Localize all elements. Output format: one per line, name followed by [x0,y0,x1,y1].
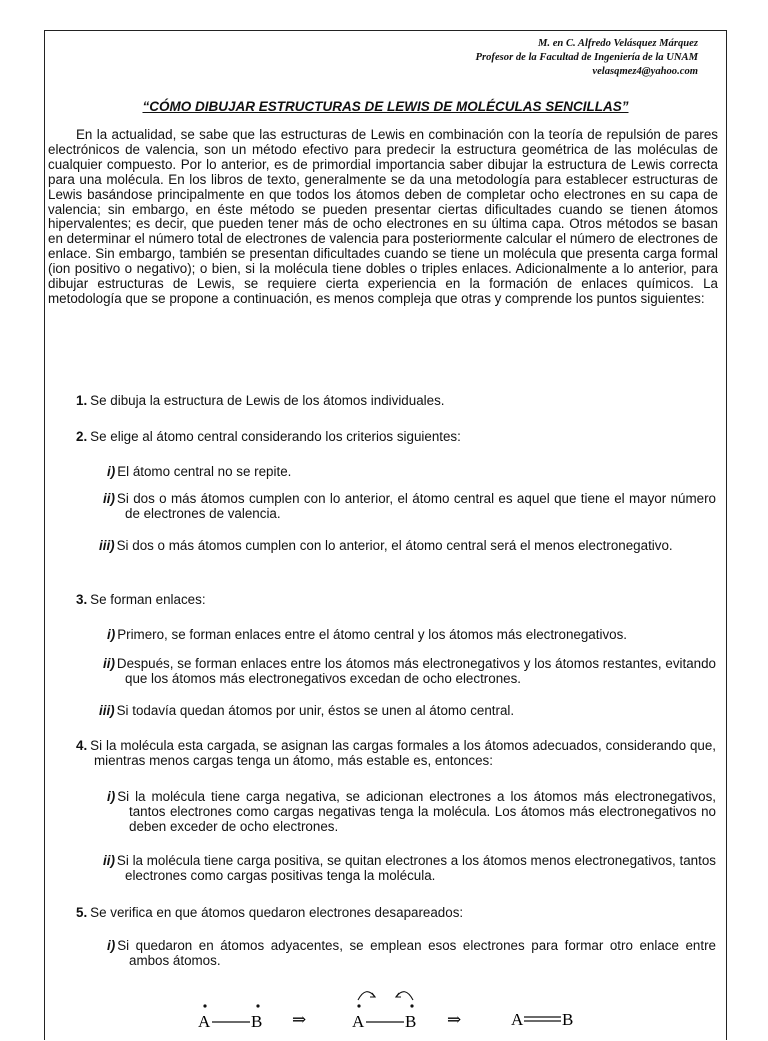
sub-numeral: ii) [103,656,115,671]
sub-numeral: i) [107,464,116,479]
step-3-sub-ii [103,656,716,686]
document-title: “CÓMO DIBUJAR ESTRUCTURAS DE LEWIS DE MOLÉCULAS SENCILLAS” [142,99,629,114]
sub-text: El átomo central no se repite. [117,464,292,479]
step-text: Se dibuja la estructura de Lewis de los átomos individuales. [90,393,445,408]
step-2-sub-ii [103,491,716,521]
step-text: Se forman enlaces: [90,592,206,607]
page-frame [44,30,727,1040]
sub-text: Si dos o más átomos cumplen con lo anterior, el átomo central es aquel que tiene el mayor número de electrones de valencia. [116,491,716,521]
sub-numeral: iii) [99,538,115,553]
atom-a-label: A [352,1012,365,1031]
author-email: velasqmez4@yahoo.com [592,66,698,77]
author-position: Profesor de la Facultad de Ingeniería de la UNAM [475,52,698,63]
step-4-sub-ii [103,853,716,883]
step-4-sub-i [107,789,716,834]
sub-numeral: i) [107,627,116,642]
sub-text: Si todavía quedan átomos por unir, éstos se unen al átomo central. [116,703,515,718]
implies-arrow: ⇒ [292,1010,307,1029]
step-text: Si la molécula esta cargada, se asignan las cargas formales a los átomos adecuados, considerando que, mientras menos cargas tenga un átomo, más estable es, entonces: [90,738,716,768]
step-3-sub-iii [99,703,716,718]
sub-text: Si quedaron en átomos adyacentes, se emplean esos electrones para formar otro enlace entre ambos átomos. [117,938,716,968]
atom-a-label: A [511,1010,524,1029]
sub-text: Si la molécula tiene carga positiva, se quitan electrones a los átomos menos electronegativos, tantos electrones como cargas positivas tenga la molécula. [116,853,716,883]
step-2-sub-iii [99,538,716,553]
step-2-sub-i [107,464,716,479]
intro-paragraph: En la actualidad, se sabe que las estructuras de Lewis en combinación con la teoría de repulsión de pares electrónicos de valencia, son un método efectivo para predecir la estructura geométrica de las moléculas de cualquier compuesto. Por lo anterior, es de primordial importancia saber dibujar la estructura de Lewis correcta para una molécula. En los libros de texto, generalmente se da una metodología para establecer estructuras de Lewis basándose principalmente en que todos los átomos deben de completar ocho electrones en su capa de valencia; sin embargo, en éste método se pueden presentar ciertas dificultades cuando se tienen átomos hipervalentes; es decir, que pueden tener más de ocho electrones en su última capa. Otros métodos se basan en determinar el número total de electrones de valencia para posteriormente calcular el número de electrones de enlace. Sin embargo, también se presentan dificultades cuando se tiene un molécula que presenta carga formal (ion positivo o negativo); o bien, si la molécula tiene dobles o triples enlaces. Adicionalmente a lo anterior, para dibujar estructuras de Lewis, se requiere cierta experiencia en la formación de enlaces químicos. La metodología que se propone a continuación, es menos compleja que otras y comprende los puntos siguientes: [48,127,718,306]
step-3-sub-i [107,627,716,642]
step-5-sub-i [107,938,716,968]
structure-double-bond [511,1010,573,1029]
step-number: 5. [76,905,88,920]
step-text: Se elige al átomo central considerando los criterios siguientes: [90,429,461,444]
sub-numeral: ii) [103,853,115,868]
step-number: 1. [76,393,88,408]
step-number: 4. [76,738,88,753]
bond-formation-diagram [195,981,635,1041]
sub-text: Después, se forman enlaces entre los átomos más electronegativos y los átomos restantes, evitando que los átomos más electronegativos excedan de ocho electrones. [116,656,716,686]
step-text: Se verifica en que átomos quedaron electrones desapareados: [90,905,464,920]
structure-single-bond [198,1004,262,1031]
sub-text: Si dos o más átomos cumplen con lo anterior, el átomo central será el menos electronegativo. [116,538,673,553]
step-4 [76,738,716,768]
atom-b-label: B [562,1010,574,1029]
sub-numeral: iii) [99,703,115,718]
step-3 [76,592,716,607]
step-number: 3. [76,592,88,607]
implies-arrow: ⇒ [447,1010,462,1029]
sub-text: Primero, se forman enlaces entre el átomo central y los átomos más electronegativos. [117,627,628,642]
author-header [476,37,698,79]
sub-numeral: ii) [103,491,115,506]
sub-numeral: i) [107,938,116,953]
atom-b-label: B [405,1012,417,1031]
atom-b-label: B [251,1012,263,1031]
atom-a-label: A [198,1012,211,1031]
step-2 [76,429,716,444]
step-number: 2. [76,429,88,444]
step-5 [76,905,716,920]
sub-numeral: i) [107,789,116,804]
structure-electron-movement [352,992,416,1031]
step-1 [76,393,716,408]
sub-text: Si la molécula tiene carga negativa, se adicionan electrones a los átomos más electronegativos, tantos electrones como cargas negativas tenga la molécula. Los átomos más electronegativos no deben exceder de ocho electrones. [117,789,716,834]
author-name: M. en C. Alfredo Velásquez Márquez [537,38,698,49]
